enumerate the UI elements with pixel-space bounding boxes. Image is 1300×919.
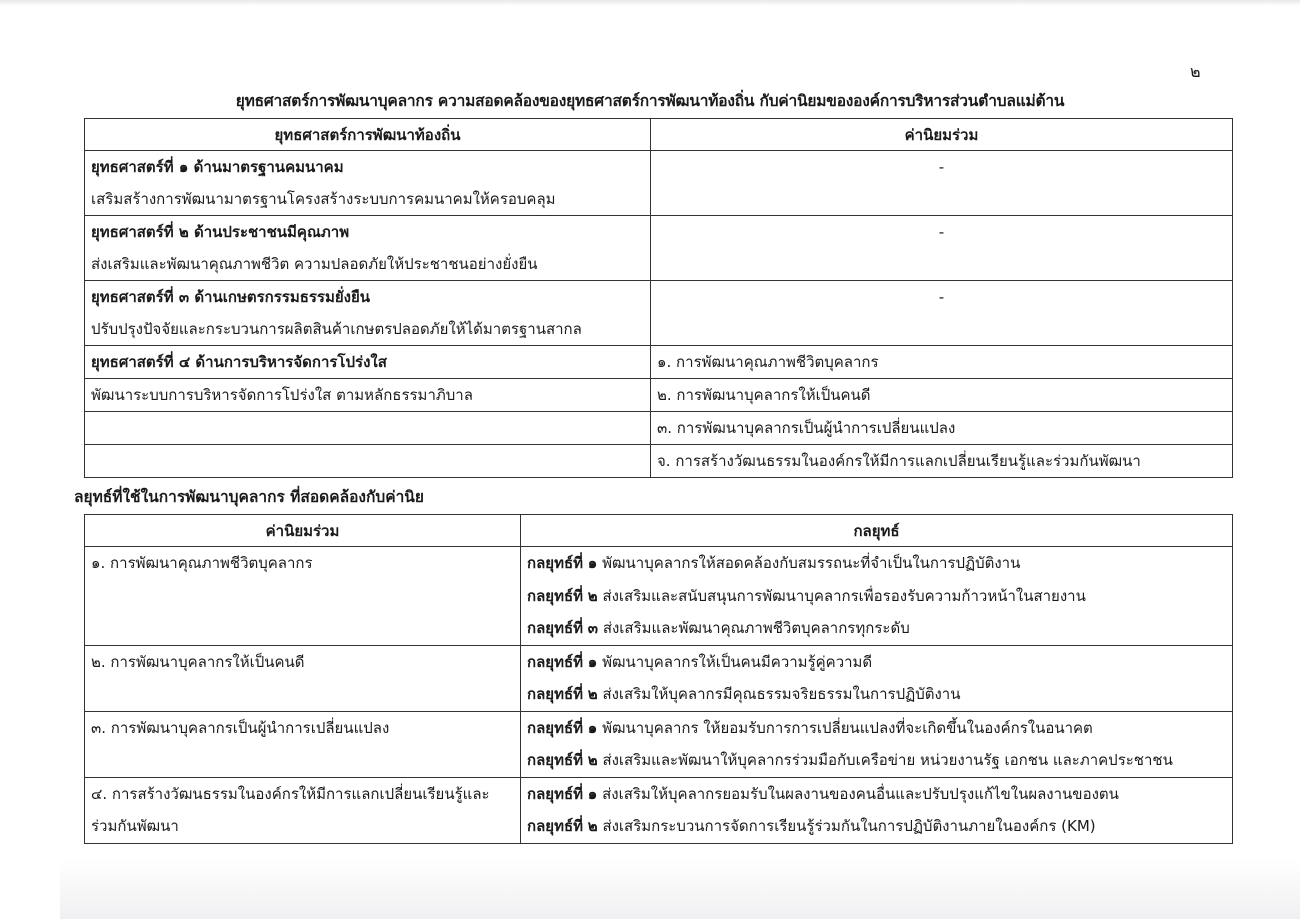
scan-shadow-bottom: [60, 859, 1300, 919]
values-strategies-table: [84, 514, 1233, 844]
value-cell: -: [651, 281, 1233, 346]
table-row: [85, 445, 1233, 478]
strategy-cell: [85, 216, 651, 281]
value-cell: ๓. การพัฒนาบุคลากรเป็นผู้นำการเปลี่ยนแปลง: [85, 711, 521, 777]
column-header-values: ค่านิยมร่วม: [85, 515, 521, 547]
strategy-line: กลยุทธ์ที่ ๒ ส่งเสริมกระบวนการจัดการเรียนรู้ร่วมกันในการปฏิบัติงานภายในองค์กร (KM): [527, 817, 1096, 835]
column-header-strategy: ยุทธศาสตร์การพัฒนาท้องถิ่น: [85, 119, 651, 151]
strategies-cell: [521, 711, 1233, 777]
value-cell: ๑. การพัฒนาคุณภาพชีวิตบุคลากร: [85, 547, 521, 646]
strategy-name: ยุทธศาสตร์ที่ ๒ ด้านประชาชนมีคุณภาพ: [91, 223, 350, 241]
strategy-name: ยุทธศาสตร์ที่ ๔ ด้านการบริหารจัดการโปร่งใส: [85, 346, 651, 379]
strategy-cell: [85, 151, 651, 216]
strategies-cell: [521, 777, 1233, 843]
value-cell: จ. การสร้างวัฒนธรรมในองค์กรให้มีการแลกเปลี่ยนเรียนรู้และร่วมกันพัฒนา: [651, 445, 1233, 478]
empty-cell: [85, 412, 651, 445]
value-cell: ๒. การพัฒนาบุคลากรให้เป็นคนดี: [651, 379, 1233, 412]
strategy-description: ส่งเสริมและพัฒนาคุณภาพชีวิต ความปลอดภัยให้ประชาชนอย่างยั่งยืน: [91, 255, 538, 273]
strategy-line: กลยุทธ์ที่ ๒ ส่งเสริมและสนับสนุนการพัฒนาบุคลากรเพื่อรองรับความก้าวหน้าในสายงาน: [527, 586, 1086, 605]
section-title: ลยุทธ์ที่ใช้ในการพัฒนาบุคลากร ที่สอดคล้องกับค่านิย: [74, 488, 424, 506]
table-row: [85, 216, 1233, 281]
value-cell: ๒. การพัฒนาบุคลากรให้เป็นคนดี: [85, 645, 521, 711]
table-row: [85, 777, 1233, 843]
empty-cell: [85, 445, 651, 478]
value-line: ร่วมกันพัฒนา: [91, 817, 179, 835]
strategies-cell: [521, 645, 1233, 711]
strategy-line: กลยุทธ์ที่ ๒ ส่งเสริมให้บุคลากรมีคุณธรรมจริยธรรมในการปฏิบัติงาน: [527, 685, 961, 703]
table-header-row: [85, 515, 1233, 547]
page-number: ๒: [1190, 62, 1201, 81]
table-row: [85, 346, 1233, 379]
strategy-description: ปรับปรุงปัจจัยและกระบวนการผลิตสินค้าเกษตรปลอดภัยให้ได้มาตรฐานสากล: [91, 320, 582, 338]
table-row: [85, 645, 1233, 711]
strategy-cell: [85, 281, 651, 346]
strategy-line: กลยุทธ์ที่ ๓ ส่งเสริมและพัฒนาคุณภาพชีวิตบุคลากรทุกระดับ: [527, 619, 910, 637]
table-row: [85, 547, 1233, 646]
strategy-description: เสริมสร้างการพัฒนามาตรฐานโครงสร้างระบบการคมนาคมให้ครอบคลุม: [91, 190, 556, 208]
strategy-values-table: [84, 118, 1233, 478]
strategy-line: กลยุทธ์ที่ ๑ ส่งเสริมให้บุคลากรยอมรับในผลงานของคนอื่นและปรับปรุงแก้ไขในผลงานของตน: [527, 784, 1119, 803]
value-cell: -: [651, 216, 1233, 281]
value-line: ๔. การสร้างวัฒนธรรมในองค์กรให้มีการแลกเปลี่ยนเรียนรู้และ: [91, 784, 490, 803]
table-row: [85, 412, 1233, 445]
strategy-name: ยุทธศาสตร์ที่ ๓ ด้านเกษตรกรรมธรรมยั่งยืน: [91, 288, 371, 306]
table-row: [85, 281, 1233, 346]
document-title: ยุทธศาสตร์การพัฒนาบุคลากร ความสอดคล้องของยุทธศาสตร์การพัฒนาท้องถิ่น กับค่านิยมขององค์การบริหารส่วนตำบลแม่ต้าน: [235, 92, 1065, 110]
strategy-line: กลยุทธ์ที่ ๑ พัฒนาบุคลากรให้เป็นคนมีความรู้คู่ความดี: [527, 652, 873, 671]
table-header-row: [85, 119, 1233, 151]
strategy-line: กลยุทธ์ที่ ๑ พัฒนาบุคลากรให้สอดคล้องกับสมรรถนะที่จำเป็นในการปฏิบัติงาน: [527, 554, 1021, 572]
strategy-description: พัฒนาระบบการบริหารจัดการโปร่งใส ตามหลักธรรมาภิบาล: [85, 379, 651, 412]
value-cell: [85, 777, 521, 843]
table-row: [85, 711, 1233, 777]
value-cell: ๑. การพัฒนาคุณภาพชีวิตบุคลากร: [651, 346, 1233, 379]
column-header-values: ค่านิยมร่วม: [651, 119, 1233, 151]
strategy-line: กลยุทธ์ที่ ๒ ส่งเสริมและพัฒนาให้บุคลากรร่วมมือกับเครือข่าย หน่วยงานรัฐ เอกชน และภาคประชาชน: [527, 751, 1173, 769]
strategies-cell: [521, 547, 1233, 646]
column-header-strategies: กลยุทธ์: [521, 515, 1233, 547]
table-row: [85, 151, 1233, 216]
strategy-name: ยุทธศาสตร์ที่ ๑ ด้านมาตรฐานคมนาคม: [91, 158, 344, 176]
strategy-line: กลยุทธ์ที่ ๑ พัฒนาบุคลากร ให้ยอมรับการการเปลี่ยนแปลงที่จะเกิดขึ้นในองค์กรในอนาคต: [527, 718, 1093, 737]
value-cell: -: [651, 151, 1233, 216]
scan-shadow-top: [0, 0, 1300, 6]
value-cell: ๓. การพัฒนาบุคลากรเป็นผู้นำการเปลี่ยนแปลง: [651, 412, 1233, 445]
table-row: [85, 379, 1233, 412]
